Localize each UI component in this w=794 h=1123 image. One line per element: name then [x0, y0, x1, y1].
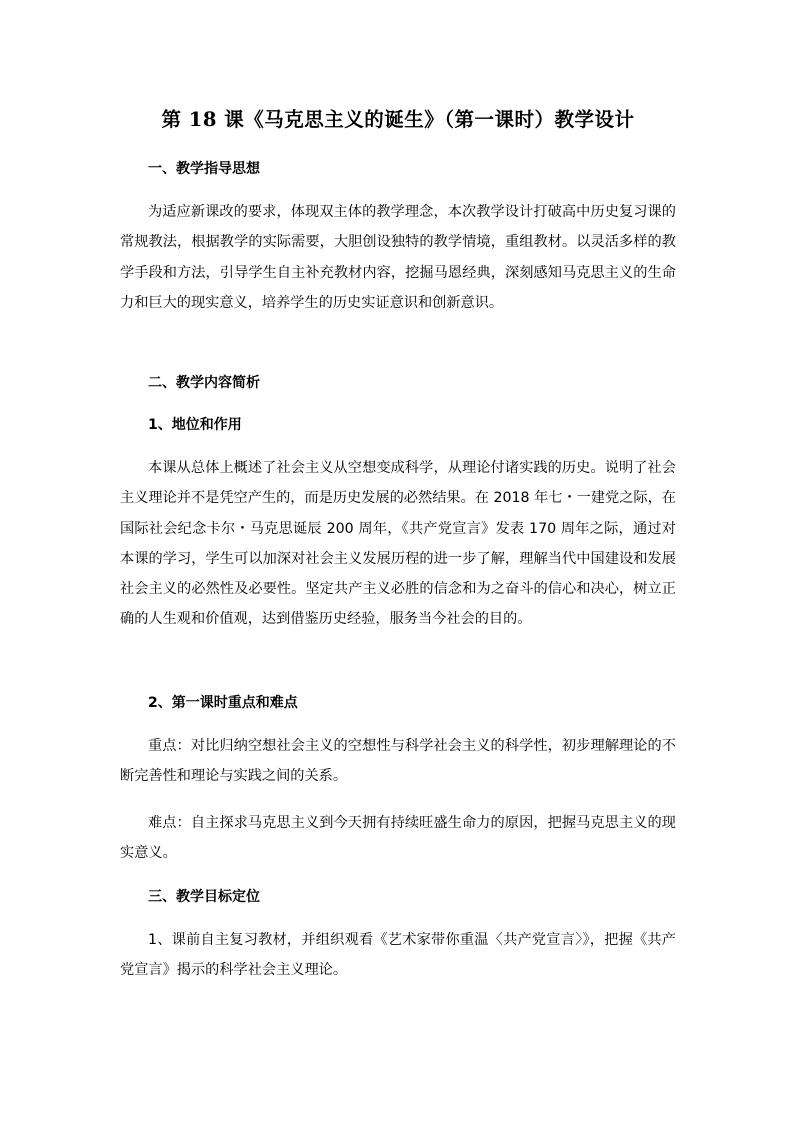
paragraph-difficult-point: 难点：自主探求马克思主义到今天拥有持续旺盛生命力的原因，把握马克思主义的现实意义。 — [120, 815, 676, 862]
section-heading-guiding-thought: 一、教学指导思想 — [148, 161, 260, 177]
subsection-heading-status-role: 1、地位和作用 — [148, 417, 242, 433]
paragraph-guiding-thought: 为适应新课改的要求，体现双主体的教学理念，本次教学设计打破高中历史复习课的常规教法，根据教学的实际需要，大胆创设独特的教学情境，重组教材。以灵活多样的教学手段和方法，引导学生自主补充教材内容，挖掘马恩经典，深刻感知马克思主义的生命力和巨大的现实意义，培养学生的历史实证意识和创新意识。 — [120, 204, 676, 311]
paragraph-status-role: 本课从总体上概述了社会主义从空想变成科学，从理论付诸实践的历史。说明了社会主义理论并不是凭空产生的，而是历史发展的必然结果。在 2018 年七・一建党之际，在国际社会纪念卡尔・马克思诞辰 200 周年，《共产党宣言》发表 170 周年之际，通过对本课的学习，学生可以加深对社会主义发展历程的进一步了解，理解当代中国建设和发展社会主义的必然性及必要性。坚定共产主义必胜的信念和为之奋斗的信心和决心，树立正确的人生观和价值观，达到借鉴历史经验，服务当今社会的目的。 — [120, 460, 676, 628]
subsection-heading-key-points: 2、第一课时重点和难点 — [148, 695, 298, 711]
document-title: 第 18 课《马克思主义的诞生》（第一课时）教学设计 — [161, 108, 635, 131]
section-heading-objectives: 三、教学目标定位 — [148, 889, 260, 905]
section-heading-content-analysis: 二、教学内容简析 — [148, 375, 260, 391]
paragraph-key-point: 重点：对比归纳空想社会主义的空想性与科学社会主义的科学性，初步理解理论的不断完善性和理论与实践之间的关系。 — [120, 738, 676, 785]
paragraph-objective-1: 1、课前自主复习教材，并组织观看《艺术家带你重温〈共产党宣言〉》，把握《共产党宣言》揭示的科学社会主义理论。 — [120, 932, 676, 979]
